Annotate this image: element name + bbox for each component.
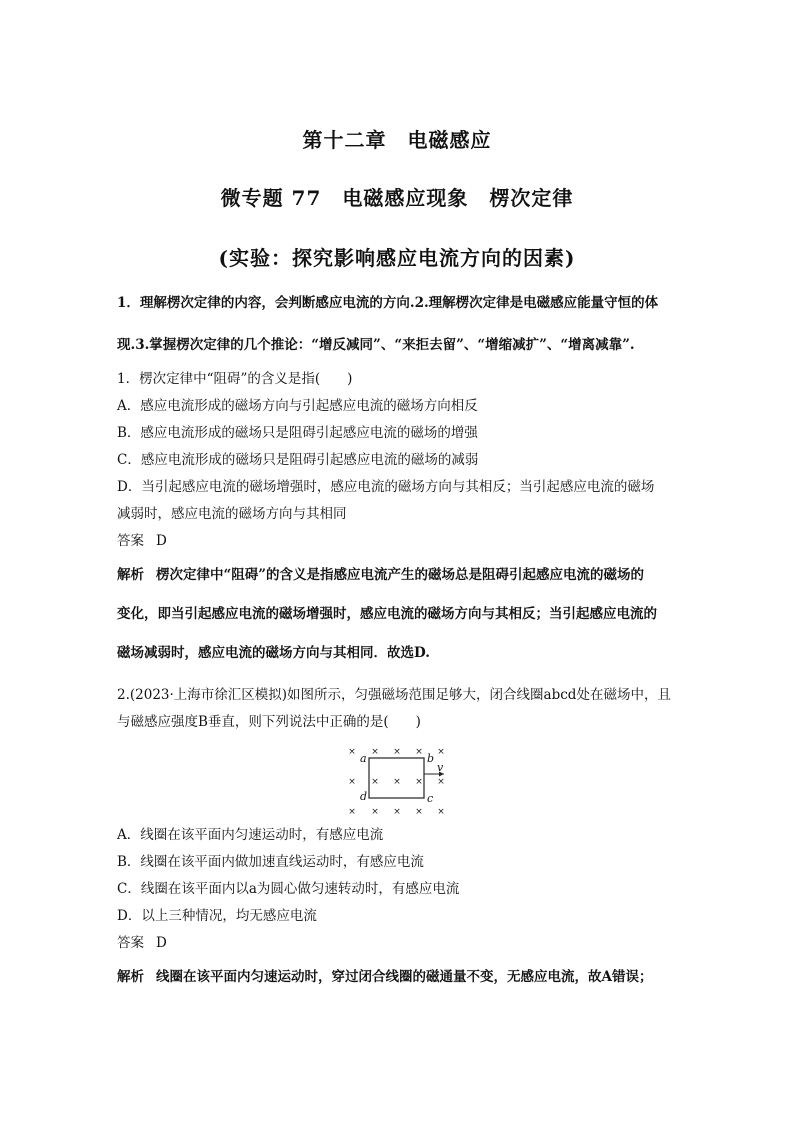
field-mark: × (393, 747, 401, 757)
q2-option-d: D．以上三种情况，均无感应电流 (117, 908, 317, 924)
field-mark: × (415, 777, 423, 787)
q2-option-a: A．线圈在该平面内匀速运动时，有感应电流 (117, 827, 384, 843)
q2-stem-line-2: 与磁感应强度B垂直，则下列说法中正确的是( ) (117, 714, 421, 730)
field-mark: × (437, 747, 445, 757)
q2-analysis-line-1 (117, 968, 682, 986)
answer-label: 答案 (117, 533, 144, 549)
q1-analysis-line-1 (117, 566, 682, 584)
q1-answer (117, 532, 682, 550)
q2-answer (117, 934, 682, 952)
q1-option-b: B．感应电流形成的磁场只是阻碍引起感应电流的磁场的增强 (117, 425, 478, 441)
q1-option-d-line-1: D．当引起感应电流的磁场增强时，感应电流的磁场方向与其相反；当引起感应电流的磁场 (117, 479, 655, 495)
answer-value: D (156, 935, 167, 951)
diagram-svg (340, 740, 455, 818)
q1-option-d-line-2: 减弱时，感应电流的磁场方向与其相同 (117, 506, 347, 522)
analysis-text: 楞次定律中“阻碍”的含义是指感应电流产生的磁场总是阻碍引起感应电流的磁场的 (156, 567, 645, 583)
analysis-text: 线圈在该平面内匀速运动时，穿过闭合线圈的磁通量不变，无感应电流，故A错误； (156, 969, 653, 985)
q2-option-b: B．线圈在该平面内做加速直线运动时，有感应电流 (117, 854, 424, 870)
q1-stem: 1．楞次定律中“阻碍”的含义是指( ) (117, 371, 353, 387)
analysis-label: 解析 (117, 969, 144, 985)
field-mark: × (371, 807, 379, 817)
q1-analysis-line-2: 变化，即当引起感应电流的磁场增强时，感应电流的磁场方向与其相反；当引起感应电流的 (117, 606, 657, 622)
vertex-label-a: a (360, 752, 367, 765)
analysis-label: 解析 (117, 567, 144, 583)
chapter-title: 第十二章 电磁感应 (302, 128, 492, 152)
vertex-label-b: b (427, 752, 435, 765)
field-mark: × (393, 807, 401, 817)
vertex-label-d: d (360, 790, 368, 803)
goals-line-2: 现.3.掌握楞次定律的几个推论：“增反减同”、“来拒去留”、“增缩减扩”、“增离减靠”. (117, 337, 635, 353)
field-mark: × (371, 747, 379, 757)
field-mark: × (371, 777, 379, 787)
field-mark: × (348, 777, 356, 787)
coil-in-magnetic-field-diagram (340, 740, 455, 818)
experiment-title: (实验：探究影响感应电流方向的因素) (218, 246, 576, 270)
q2-option-c: C．线圈在该平面内以a为圆心做匀速转动时，有感应电流 (117, 881, 460, 897)
vertex-label-c: c (427, 792, 434, 805)
field-mark: × (415, 747, 423, 757)
topic-title: 微专题 77 电磁感应现象 楞次定律 (220, 186, 574, 210)
q1-analysis-line-3: 磁场减弱时，感应电流的磁场方向与其相同．故选D. (117, 645, 430, 661)
velocity-label: v (437, 761, 444, 774)
q1-option-a: A．感应电流形成的磁场方向与引起感应电流的磁场方向相反 (117, 398, 478, 414)
goals-line-1: 1．理解楞次定律的内容，会判断感应电流的方向.2.理解楞次定律是电磁感应能量守恒的体 (117, 295, 659, 311)
answer-value: D (156, 533, 167, 549)
field-mark: × (437, 807, 445, 817)
field-mark: × (437, 777, 445, 787)
q2-stem-line-1: 2.(2023·上海市徐汇区模拟)如图所示，匀强磁场范围足够大，闭合线圈abcd处在磁场中，且 (117, 687, 671, 703)
field-mark: × (348, 747, 356, 757)
field-mark: × (393, 777, 401, 787)
answer-label: 答案 (117, 935, 144, 951)
q1-option-c: C．感应电流形成的磁场只是阻碍引起感应电流的磁场的减弱 (117, 452, 479, 468)
field-mark: × (348, 807, 356, 817)
field-mark: × (415, 807, 423, 817)
